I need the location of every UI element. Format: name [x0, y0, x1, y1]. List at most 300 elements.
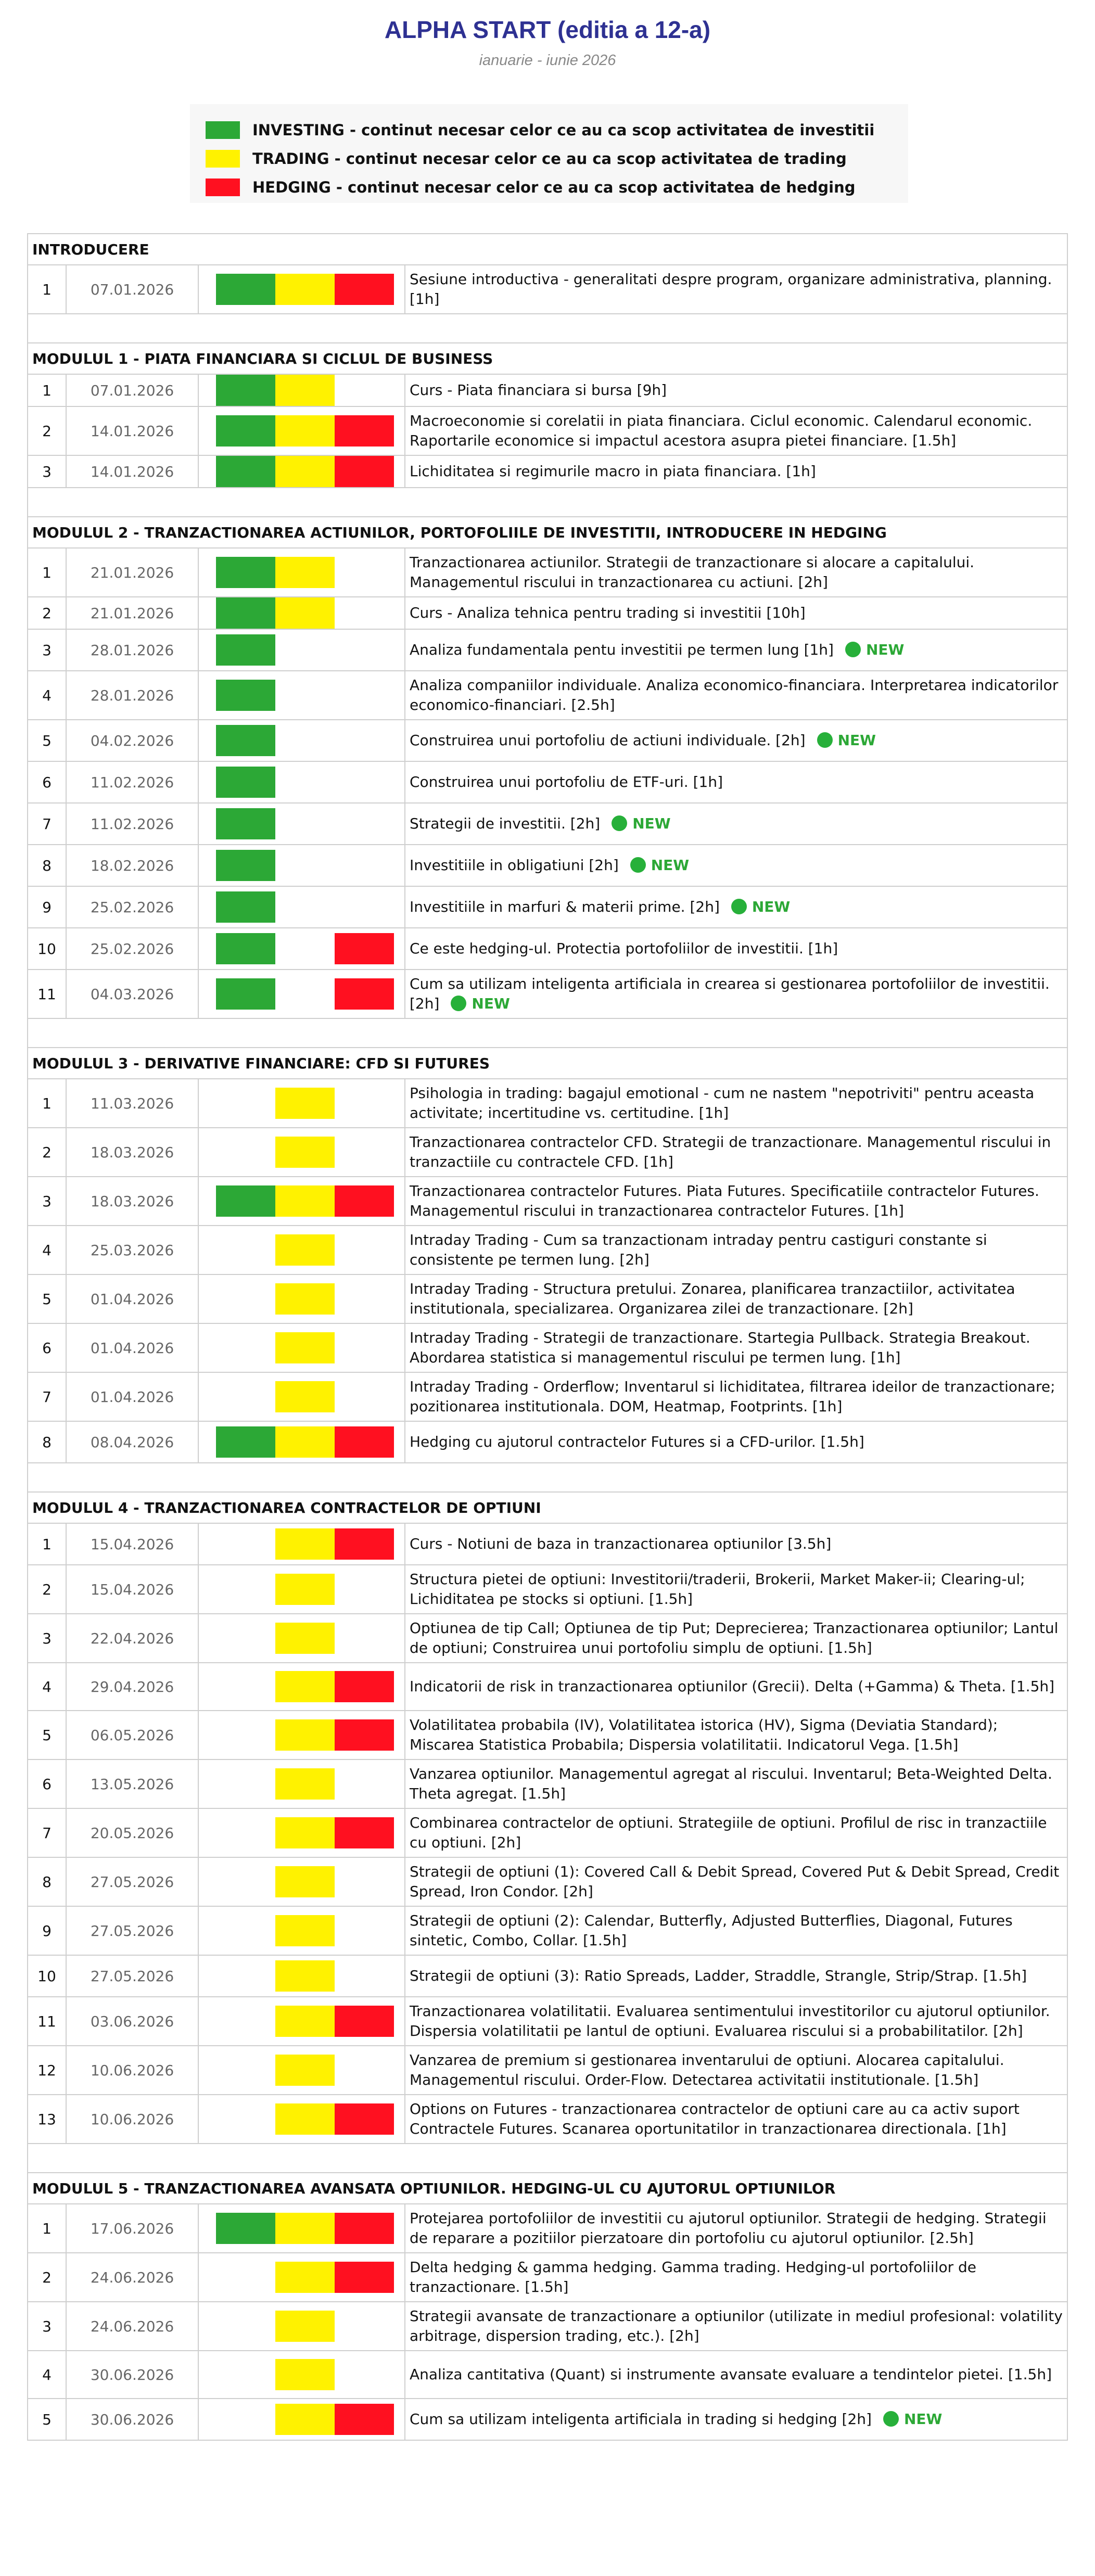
empty-segment [335, 1866, 394, 1897]
category-bar-cell [198, 2046, 405, 2095]
row-description-cell [405, 1565, 1067, 1614]
hedging-segment [335, 1426, 394, 1458]
row-number: 1 [28, 1523, 66, 1565]
row-description: Analiza companiilor individuale. Analiza economico-financiara. Interpretarea indicatorilor economico-financiari. [2.5h] [410, 677, 1059, 713]
category-bar-cell [198, 1565, 405, 1614]
row-date: 07.01.2026 [66, 265, 198, 314]
empty-segment [216, 1960, 275, 1992]
category-bar-cell [198, 374, 405, 406]
table-row [28, 1906, 1067, 1955]
category-bars [216, 1817, 404, 1848]
row-number: 8 [28, 1421, 66, 1463]
category-bar-cell [198, 2253, 405, 2302]
category-bar-cell [198, 406, 405, 455]
row-description: Strategii de optiuni (1): Covered Call & Debit Spread, Covered Put & Debit Spread, Credit Spread, Iron Condor. [2h] [410, 1863, 1060, 1900]
table-row [28, 1808, 1067, 1857]
category-bars [216, 2213, 404, 2244]
row-description-cell [405, 1906, 1067, 1955]
section-header [28, 343, 1067, 374]
trading-segment [275, 2006, 335, 2037]
table-row [28, 928, 1067, 970]
row-number: 7 [28, 1372, 66, 1421]
section-spacer [28, 488, 1067, 517]
category-bars [216, 1574, 404, 1605]
empty-segment [216, 2103, 275, 2135]
new-badge [845, 641, 904, 658]
table-row [28, 1226, 1067, 1274]
row-date: 17.06.2026 [66, 2204, 198, 2253]
row-description: Lichiditatea si regimurile macro in piata financiara. [1h] [410, 463, 816, 480]
trading-segment [275, 1137, 335, 1168]
category-bars [216, 2311, 404, 2342]
table-row [28, 2095, 1067, 2144]
empty-segment [335, 1960, 394, 1992]
row-number: 13 [28, 2095, 66, 2144]
row-description-cell [405, 406, 1067, 455]
row-date: 27.05.2026 [66, 1906, 198, 1955]
category-bar-cell [198, 1857, 405, 1906]
category-bar-cell [198, 1226, 405, 1274]
investing-segment [216, 850, 275, 881]
row-number: 10 [28, 1955, 66, 1997]
empty-segment [216, 1234, 275, 1266]
table-row [28, 803, 1067, 845]
section-title: MODULUL 2 - TRANZACTIONAREA ACTIUNILOR, PORTOFOLIILE DE INVESTITII, INTRODUCERE IN HEDGING [28, 517, 1067, 548]
section-title: MODULUL 3 - DERIVATIVE FINANCIARE: CFD SI FUTURES [28, 1048, 1067, 1079]
trading-segment [275, 1719, 335, 1751]
table-row [28, 597, 1067, 629]
row-description-cell [405, 1614, 1067, 1663]
category-bars [216, 1960, 404, 1992]
legend-label: TRADING - continut necesar celor ce au ca scop activitatea de trading [252, 150, 847, 168]
trading-segment [275, 1234, 335, 1266]
trading-segment [275, 2262, 335, 2293]
empty-segment [275, 808, 335, 839]
legend-item-hedging [206, 177, 855, 198]
row-number: 3 [28, 455, 66, 488]
section-spacer [28, 314, 1067, 343]
row-number: 12 [28, 2046, 66, 2095]
new-label: NEW [752, 898, 791, 915]
category-bar-cell [198, 1523, 405, 1565]
row-description-cell [405, 374, 1067, 406]
category-bars [216, 725, 404, 756]
row-number: 2 [28, 406, 66, 455]
table-row [28, 2204, 1067, 2253]
empty-segment [275, 891, 335, 923]
category-bars [216, 2055, 404, 2086]
category-bars [216, 2359, 404, 2390]
investing-segment [216, 725, 275, 756]
empty-segment [335, 375, 394, 406]
row-date: 10.06.2026 [66, 2095, 198, 2144]
empty-segment [335, 850, 394, 881]
row-description: Combinarea contractelor de optiuni. Strategiile de optiuni. Profilul de risc in tranzactiile cu optiuni. [2h] [410, 1814, 1047, 1851]
category-bar-cell [198, 2351, 405, 2399]
empty-segment [216, 1283, 275, 1315]
row-description-cell [405, 845, 1067, 886]
empty-segment [335, 1137, 394, 1168]
hedging-segment [335, 1185, 394, 1217]
trading-segment [275, 1671, 335, 1702]
category-bar-cell [198, 671, 405, 720]
row-date: 01.04.2026 [66, 1323, 198, 1372]
empty-segment [335, 680, 394, 711]
category-bar-cell [198, 803, 405, 845]
row-number: 5 [28, 1711, 66, 1759]
row-date: 01.04.2026 [66, 1274, 198, 1323]
row-description: Investitiile in marfuri & materii prime. [2h] [410, 898, 720, 915]
row-date: 04.03.2026 [66, 970, 198, 1018]
row-description-cell [405, 2302, 1067, 2351]
category-bars [216, 1332, 404, 1363]
hedging-segment [335, 2006, 394, 2037]
investing-segment [216, 2213, 275, 2244]
empty-segment [275, 850, 335, 881]
trading-segment [275, 1623, 335, 1654]
category-bars [216, 978, 404, 1010]
row-description: Intraday Trading - Cum sa tranzactionam intraday pentru castiguri constante si consistente pe termen lung. [2h] [410, 1231, 987, 1268]
category-bars [216, 415, 404, 447]
investing-segment [216, 1426, 275, 1458]
trading-segment [275, 1332, 335, 1363]
empty-segment [216, 2404, 275, 2435]
row-number: 3 [28, 1614, 66, 1663]
row-description-cell [405, 1226, 1067, 1274]
row-date: 18.03.2026 [66, 1177, 198, 1226]
empty-segment [216, 1574, 275, 1605]
row-date: 11.02.2026 [66, 761, 198, 803]
row-description-cell [405, 1759, 1067, 1808]
row-number: 3 [28, 629, 66, 671]
row-description-cell [405, 1372, 1067, 1421]
row-number: 4 [28, 1663, 66, 1711]
row-description-cell [405, 1711, 1067, 1759]
empty-segment [275, 767, 335, 798]
category-bars [216, 557, 404, 588]
row-description: Tranzactionarea contractelor CFD. Strategii de tranzactionare. Managementul riscului in tranzactiile cu contractele CFD. [1h] [410, 1133, 1051, 1170]
table-row [28, 265, 1067, 314]
category-bars [216, 808, 404, 839]
new-label: NEW [472, 995, 510, 1012]
legend-label: HEDGING - continut necesar celor ce au ca scop activitatea de hedging [252, 178, 856, 196]
trading-segment [275, 1960, 335, 1992]
row-number: 5 [28, 720, 66, 761]
empty-segment [335, 725, 394, 756]
row-number: 11 [28, 1997, 66, 2046]
category-bar-cell [198, 1614, 405, 1663]
investing-segment [216, 415, 275, 447]
row-description: Vanzarea optiunilor. Managementul agregat al riscului. Inventarul; Beta-Weighted Delta. Theta agregat. [1.5h] [410, 1765, 1052, 1802]
category-bars [216, 274, 404, 305]
section-title: INTRODUCERE [28, 234, 1067, 265]
trading-segment [275, 1866, 335, 1897]
row-number: 3 [28, 1177, 66, 1226]
table-row [28, 1614, 1067, 1663]
row-number: 4 [28, 2351, 66, 2399]
empty-segment [216, 1332, 275, 1363]
row-date: 08.04.2026 [66, 1421, 198, 1463]
row-description-cell [405, 629, 1067, 671]
row-description: Strategii de optiuni (3): Ratio Spreads, Ladder, Straddle, Strangle, Strip/Strap. [1.5h] [410, 1967, 1027, 1984]
row-number: 2 [28, 597, 66, 629]
category-bar-cell [198, 1808, 405, 1857]
section-header [28, 517, 1067, 548]
row-description-cell [405, 1663, 1067, 1711]
legend [190, 104, 908, 203]
category-bar-cell [198, 761, 405, 803]
new-dot-icon [845, 642, 861, 657]
new-badge [612, 815, 670, 832]
row-description-cell [405, 803, 1067, 845]
empty-segment [275, 634, 335, 666]
table-row [28, 1323, 1067, 1372]
new-dot-icon [451, 996, 466, 1011]
row-date: 14.01.2026 [66, 455, 198, 488]
category-bar-cell [198, 1421, 405, 1463]
row-date: 03.06.2026 [66, 1997, 198, 2046]
new-dot-icon [883, 2411, 899, 2427]
row-description: Strategii de optiuni (2): Calendar, Butterfly, Adjusted Butterflies, Diagonal, Futures sintetic, Combo, Collar. [1.5h] [410, 1912, 1013, 1949]
row-number: 6 [28, 1323, 66, 1372]
row-number: 1 [28, 2204, 66, 2253]
section-header [28, 2173, 1067, 2204]
row-description: Protejarea portofoliilor de investitii cu ajutorul optiunilor. Strategii de hedging. Strategii de reparare a pozitiilor pierzatoare din portofoliu cu ajutorul optiunilor. [2.5h] [410, 2210, 1047, 2247]
row-date: 11.02.2026 [66, 803, 198, 845]
row-date: 18.02.2026 [66, 845, 198, 886]
category-bars [216, 375, 404, 406]
row-number: 5 [28, 2399, 66, 2440]
investing-segment [216, 375, 275, 406]
category-bars [216, 680, 404, 711]
row-description: Tranzactionarea contractelor Futures. Piata Futures. Specificatiile contractelor Futures. Managementul riscului in tranzactionarea contractelor Futures. [1h] [410, 1182, 1039, 1219]
hedging-segment [335, 1719, 394, 1751]
section-spacer [28, 1463, 1067, 1492]
row-description-cell [405, 1997, 1067, 2046]
empty-segment [216, 1088, 275, 1119]
category-bar-cell [198, 886, 405, 928]
hedging-segment [335, 2103, 394, 2135]
row-description: Construirea unui portofoliu de actiuni individuale. [2h] [410, 732, 806, 749]
new-label: NEW [903, 2411, 943, 2428]
legend-label: INVESTING - continut necesar celor ce au ca scop activitatea de investitii [252, 121, 875, 139]
row-description: Investitiile in obligatiuni [2h] [410, 857, 619, 874]
empty-segment [216, 1768, 275, 1800]
row-description: Optiunea de tip Call; Optiunea de tip Put; Deprecierea; Tranzactionarea optiunilor; Lantul de optiuni; Construirea unui portofoliu simplu de optiuni. [1.5h] [410, 1619, 1059, 1656]
table-row [28, 1663, 1067, 1711]
section-spacer [28, 2144, 1067, 2173]
new-badge [817, 732, 876, 749]
category-bars [216, 1915, 404, 1946]
row-number: 2 [28, 2253, 66, 2302]
new-badge [883, 2411, 942, 2428]
row-number: 5 [28, 1274, 66, 1323]
table-row [28, 1857, 1067, 1906]
category-bar-cell [198, 1128, 405, 1177]
page-title: ALPHA START (editia a 12-a) [384, 16, 711, 43]
table-row [28, 2399, 1067, 2440]
table-row [28, 2351, 1067, 2399]
new-dot-icon [817, 732, 833, 748]
row-number: 6 [28, 761, 66, 803]
table-row [28, 1997, 1067, 2046]
row-description: Options on Futures - tranzactionarea contractelor de optiuni care au ca activ suport Contractele Futures. Scanarea oportunitatilor in tranzactionarea directionala. [1h] [410, 2100, 1020, 2137]
empty-segment [335, 2055, 394, 2086]
row-date: 25.02.2026 [66, 886, 198, 928]
hedging-segment [335, 2213, 394, 2244]
row-description: Intraday Trading - Structura pretului. Zonarea, planificarea tranzactiilor, activitatea institutionala, specializarea. Organizarea zilei de tranzactionare. [2h] [410, 1280, 1015, 1317]
row-description-cell [405, 1955, 1067, 1997]
table-row [28, 1711, 1067, 1759]
legend-item-investing [206, 120, 874, 141]
category-bars [216, 850, 404, 881]
row-date: 20.05.2026 [66, 1808, 198, 1857]
row-description-cell [405, 2204, 1067, 2253]
trading-segment [275, 415, 335, 447]
empty-segment [216, 2262, 275, 2293]
row-date: 30.06.2026 [66, 2399, 198, 2440]
category-bar-cell [198, 2399, 405, 2440]
trading-segment [275, 557, 335, 588]
section-header [28, 234, 1067, 265]
empty-segment [216, 1817, 275, 1848]
row-description: Delta hedging & gamma hedging. Gamma trading. Hedging-ul portofoliilor de tranzactionare. [1.5h] [410, 2259, 977, 2296]
category-bars [216, 1088, 404, 1119]
row-date: 15.04.2026 [66, 1565, 198, 1614]
category-bars [216, 1768, 404, 1800]
trading-segment [275, 2311, 335, 2342]
row-date: 27.05.2026 [66, 1857, 198, 1906]
hedging-segment [335, 415, 394, 447]
trading-segment [275, 1915, 335, 1946]
table-row [28, 2302, 1067, 2351]
row-description-cell [405, 1323, 1067, 1372]
row-number: 2 [28, 1128, 66, 1177]
row-description: Macroeconomie si corelatii in piata financiara. Ciclul economic. Calendarul economic. Raportarile economice si impactul acestora asupra pietei financiare. [1.5h] [410, 412, 1033, 449]
trading-segment [275, 1185, 335, 1217]
row-number: 8 [28, 845, 66, 886]
category-bar-cell [198, 1997, 405, 2046]
investing-segment [216, 933, 275, 964]
category-bars [216, 767, 404, 798]
row-description-cell [405, 1128, 1067, 1177]
hedging-segment [335, 274, 394, 305]
hedging-segment [335, 2404, 394, 2435]
row-description-cell [405, 2351, 1067, 2399]
row-description: Intraday Trading - Orderflow; Inventarul si lichiditatea, filtrarea ideilor de tranzactionare; pozitionarea institutionala. DOM, Heatmap, Footprints. [1h] [410, 1378, 1055, 1415]
section-header [28, 1048, 1067, 1079]
row-description: Analiza cantitativa (Quant) si instrumente avansate evaluare a tendintelor pietei. [1.5h] [410, 2366, 1052, 2383]
row-date: 01.04.2026 [66, 1372, 198, 1421]
page-subtitle: ianuarie - iunie 2026 [479, 52, 616, 69]
table-row [28, 886, 1067, 928]
row-description: Tranzactionarea actiunilor. Strategii de tranzactionare si alocare a capitalului. Managementul riscului in tranzactionarea cu actiuni. [2h] [410, 554, 975, 591]
row-description-cell [405, 1857, 1067, 1906]
table-row [28, 455, 1067, 488]
investing-segment [216, 557, 275, 588]
row-description-cell [405, 720, 1067, 761]
empty-segment [216, 1915, 275, 1946]
row-number: 7 [28, 803, 66, 845]
row-number: 6 [28, 1759, 66, 1808]
empty-segment [335, 1234, 394, 1266]
new-badge [630, 857, 689, 874]
row-date: 10.06.2026 [66, 2046, 198, 2095]
row-number: 9 [28, 1906, 66, 1955]
category-bars [216, 1381, 404, 1412]
trading-segment [275, 1768, 335, 1800]
category-bar-cell [198, 2302, 405, 2351]
row-description: Strategii de investitii. [2h] [410, 815, 601, 832]
row-description-cell [405, 761, 1067, 803]
section-spacer [28, 1018, 1067, 1048]
row-description-cell [405, 265, 1067, 314]
empty-segment [335, 2311, 394, 2342]
hedging-segment [335, 933, 394, 964]
table-row [28, 1565, 1067, 1614]
row-date: 25.03.2026 [66, 1226, 198, 1274]
row-description: Cum sa utilizam inteligenta artificiala in crearea si gestionarea portofoliilor de investitii. [2h] [410, 975, 1050, 1012]
row-date: 28.01.2026 [66, 629, 198, 671]
row-description-cell [405, 1079, 1067, 1128]
row-description: Structura pietei de optiuni: Investitorii/traderii, Brokerii, Market Maker-ii; Clearing-ul; Lichiditatea pe stocks si optiuni. [1.5h] [410, 1571, 1025, 1608]
empty-segment [335, 808, 394, 839]
row-number: 2 [28, 1565, 66, 1614]
empty-segment [216, 1671, 275, 1702]
category-bar-cell [198, 845, 405, 886]
row-description: Cum sa utilizam inteligenta artificiala in trading si hedging [2h] [410, 2411, 872, 2428]
empty-segment [216, 2006, 275, 2037]
hedging-segment [335, 456, 394, 487]
table-row [28, 671, 1067, 720]
legend-swatch-red [206, 178, 240, 196]
category-bar-cell [198, 1955, 405, 1997]
row-description: Psihologia in trading: bagajul emotional - cum ne nastem "nepotriviti" pentru aceasta activitate; incertitudine vs. certitudine. [1h] [410, 1085, 1035, 1121]
hedging-segment [335, 1528, 394, 1560]
empty-segment [335, 891, 394, 923]
row-date: 04.02.2026 [66, 720, 198, 761]
new-label: NEW [865, 641, 905, 658]
row-number: 9 [28, 886, 66, 928]
new-badge [731, 898, 790, 915]
row-description-cell [405, 928, 1067, 970]
row-date: 21.01.2026 [66, 597, 198, 629]
category-bar-cell [198, 1079, 405, 1128]
category-bars [216, 1719, 404, 1751]
investing-segment [216, 597, 275, 629]
section-title: MODULUL 5 - TRANZACTIONAREA AVANSATA OPTIUNILOR. HEDGING-UL CU AJUTORUL OPTIUNILOR [28, 2173, 1067, 2204]
category-bar-cell [198, 1759, 405, 1808]
new-dot-icon [630, 857, 646, 873]
table-row [28, 761, 1067, 803]
category-bar-cell [198, 1177, 405, 1226]
investing-segment [216, 1185, 275, 1217]
category-bar-cell [198, 970, 405, 1018]
row-description-cell [405, 671, 1067, 720]
category-bar-cell [198, 1274, 405, 1323]
category-bars [216, 1426, 404, 1458]
row-number: 11 [28, 970, 66, 1018]
row-number: 1 [28, 265, 66, 314]
hedging-segment [335, 1671, 394, 1702]
category-bars [216, 1283, 404, 1315]
new-label: NEW [651, 857, 690, 874]
category-bar-cell [198, 548, 405, 597]
row-description-cell [405, 1177, 1067, 1226]
row-description-cell [405, 1808, 1067, 1857]
row-date: 21.01.2026 [66, 548, 198, 597]
row-description-cell [405, 2399, 1067, 2440]
